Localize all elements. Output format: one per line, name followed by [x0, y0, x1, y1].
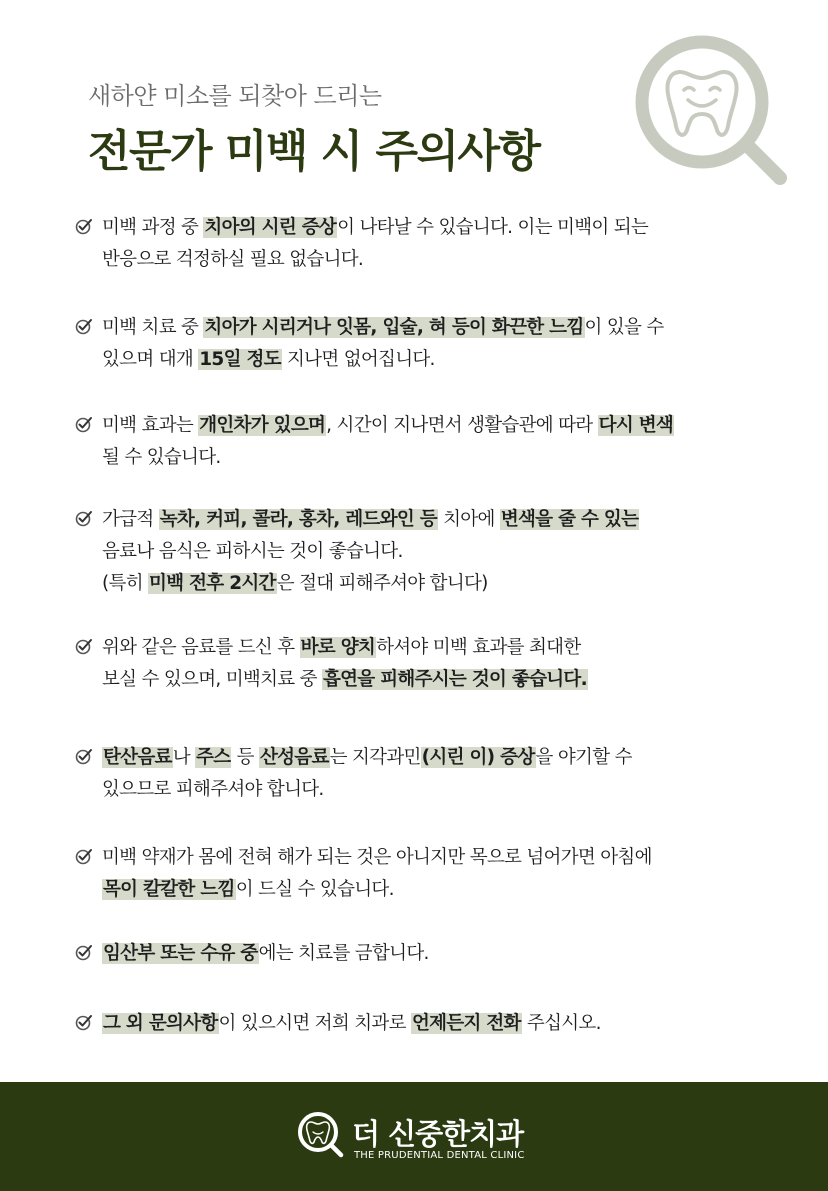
notice-line [102, 774, 632, 806]
highlighted-text: 산성음료 [259, 747, 329, 768]
notice-text [102, 1008, 601, 1040]
notice-text [102, 842, 652, 906]
notice-text-segment: 나 [172, 747, 196, 768]
notice-line [102, 244, 648, 276]
notice-text-segment: 이 나타날 수 있습니다. 이는 미백이 되는 [337, 217, 649, 238]
header [88, 76, 540, 179]
highlighted-text: 치아가 시리거나 잇몸, 입술, 혀 등이 화끈한 느낌 [204, 317, 584, 338]
notice-line [102, 874, 652, 906]
notice-text-segment: 치아에 [437, 509, 500, 530]
notice-text-segment: 을 야기할 수 [535, 747, 632, 768]
notice-text-segment: 는 지각과민 [329, 747, 421, 768]
highlighted-text: 바로 양치 [300, 637, 376, 658]
notice-text-segment: 이 있을 수 [584, 317, 664, 338]
notice-item [74, 632, 588, 696]
highlighted-text: 미백 전후 2시간 [149, 573, 276, 594]
notice-text-segment: 미백 치료 중 [102, 317, 204, 338]
notice-text-segment: 반응으로 걱정하실 필요 없습니다. [102, 249, 364, 270]
clinic-name: 더 신중한치과 [352, 1117, 524, 1151]
check-icon [74, 746, 94, 766]
highlighted-text: 임산부 또는 수유 중 [103, 943, 258, 964]
notice-text-segment: 미백 효과는 [102, 415, 199, 436]
check-icon [74, 216, 94, 236]
highlighted-text: 언제든지 전화 [411, 1013, 521, 1034]
highlighted-text: 개인차가 있으며 [199, 415, 326, 436]
notice-text [102, 632, 588, 696]
notice-line [102, 344, 664, 376]
notice-line [102, 410, 674, 442]
notice-text [102, 742, 632, 806]
notice-text-segment: 지나면 없어집니다. [281, 349, 435, 370]
notice-text-segment: (특히 [102, 573, 149, 594]
notice-text [102, 212, 648, 276]
clinic-name-english: THE PRUDENTIAL DENTAL CLINIC [354, 1150, 525, 1161]
notice-text-segment: 미백 약재가 몸에 전혀 해가 되는 것은 아니지만 목으로 넘어가면 아침에 [102, 847, 652, 868]
notice-item [74, 212, 648, 276]
notice-text-segment: 위와 같은 음료를 드신 후 [102, 637, 300, 658]
check-icon [74, 942, 94, 962]
notice-line [102, 442, 674, 474]
notice-item [74, 938, 429, 970]
notice-text-segment: 에는 치료를 금합니다. [258, 943, 429, 964]
check-icon [74, 508, 94, 528]
check-icon [74, 316, 94, 336]
notice-item [74, 312, 664, 376]
notice-text-segment: 미백 과정 중 [102, 217, 204, 238]
tooth-magnifier-icon [294, 1108, 348, 1162]
notice-line [102, 536, 639, 568]
notice-line [102, 938, 429, 970]
notice-line [102, 632, 588, 664]
notice-line [102, 842, 652, 874]
highlighted-text: 15일 정도 [199, 349, 281, 370]
page-subtitle: 새하얀 미소를 되찾아 드리는 [88, 82, 382, 110]
footer [0, 1082, 828, 1191]
highlighted-text: (시린 이) 증상 [421, 747, 535, 768]
notice-text-segment: 가급적 [102, 509, 159, 530]
notice-item [74, 742, 632, 806]
notice-text-segment: 이 있으시면 저희 치과로 [218, 1013, 411, 1034]
highlighted-text: 다시 변색 [598, 415, 674, 436]
notice-text [102, 410, 674, 474]
highlighted-text: 흡연을 피해주시는 것이 좋습니다. [322, 669, 587, 690]
notice-text-segment: 하셔야 미백 효과를 최대한 [376, 637, 581, 658]
notice-item [74, 504, 639, 600]
notice-text-segment: 등 [231, 747, 259, 768]
highlighted-text: 목이 칼칼한 느낌 [103, 879, 235, 900]
notice-text-segment: 주십시오. [521, 1013, 601, 1034]
notice-line [102, 212, 648, 244]
highlighted-text: 탄산음료 [103, 747, 172, 768]
notice-text-segment: 은 절대 피해주셔야 합니다) [276, 573, 488, 594]
check-icon [74, 636, 94, 656]
highlighted-text: 주스 [196, 747, 231, 768]
notice-line [102, 504, 639, 536]
notice-text-segment: 이 드실 수 있습니다. [235, 879, 394, 900]
notice-item [74, 842, 652, 906]
tooth-magnifier-icon [630, 30, 800, 190]
check-icon [74, 846, 94, 866]
page-title: 전문가 미백 시 주의사항 [88, 126, 540, 177]
notice-line [102, 312, 664, 344]
notice-text-segment: 될 수 있습니다. [102, 447, 221, 468]
notice-text-segment: 보실 수 있으며, 미백치료 중 [102, 669, 322, 690]
highlighted-text: 그 외 문의사항 [103, 1013, 218, 1034]
highlighted-text: 치아의 시린 증상 [204, 217, 337, 238]
check-icon [74, 1012, 94, 1032]
highlighted-text: 변색을 줄 수 있는 [500, 509, 639, 530]
notice-item [74, 410, 674, 474]
notice-text [102, 312, 664, 376]
notice-text-segment: 있으므로 피해주셔야 합니다. [102, 779, 324, 800]
notice-text [102, 504, 639, 600]
notice-item [74, 1008, 601, 1040]
notice-line [102, 568, 639, 600]
notice-line [102, 1008, 601, 1040]
notice-line [102, 742, 632, 774]
notice-text-segment: , 시간이 지나면서 생활습관에 따라 [326, 415, 598, 436]
notice-line [102, 664, 588, 696]
notice-text-segment: 음료나 음식은 피하시는 것이 좋습니다. [102, 541, 403, 562]
check-icon [74, 414, 94, 434]
highlighted-text: 녹차, 커피, 콜라, 홍차, 레드와인 등 [159, 509, 437, 530]
notice-text-segment: 있으며 대개 [102, 349, 199, 370]
notice-text [102, 938, 429, 970]
